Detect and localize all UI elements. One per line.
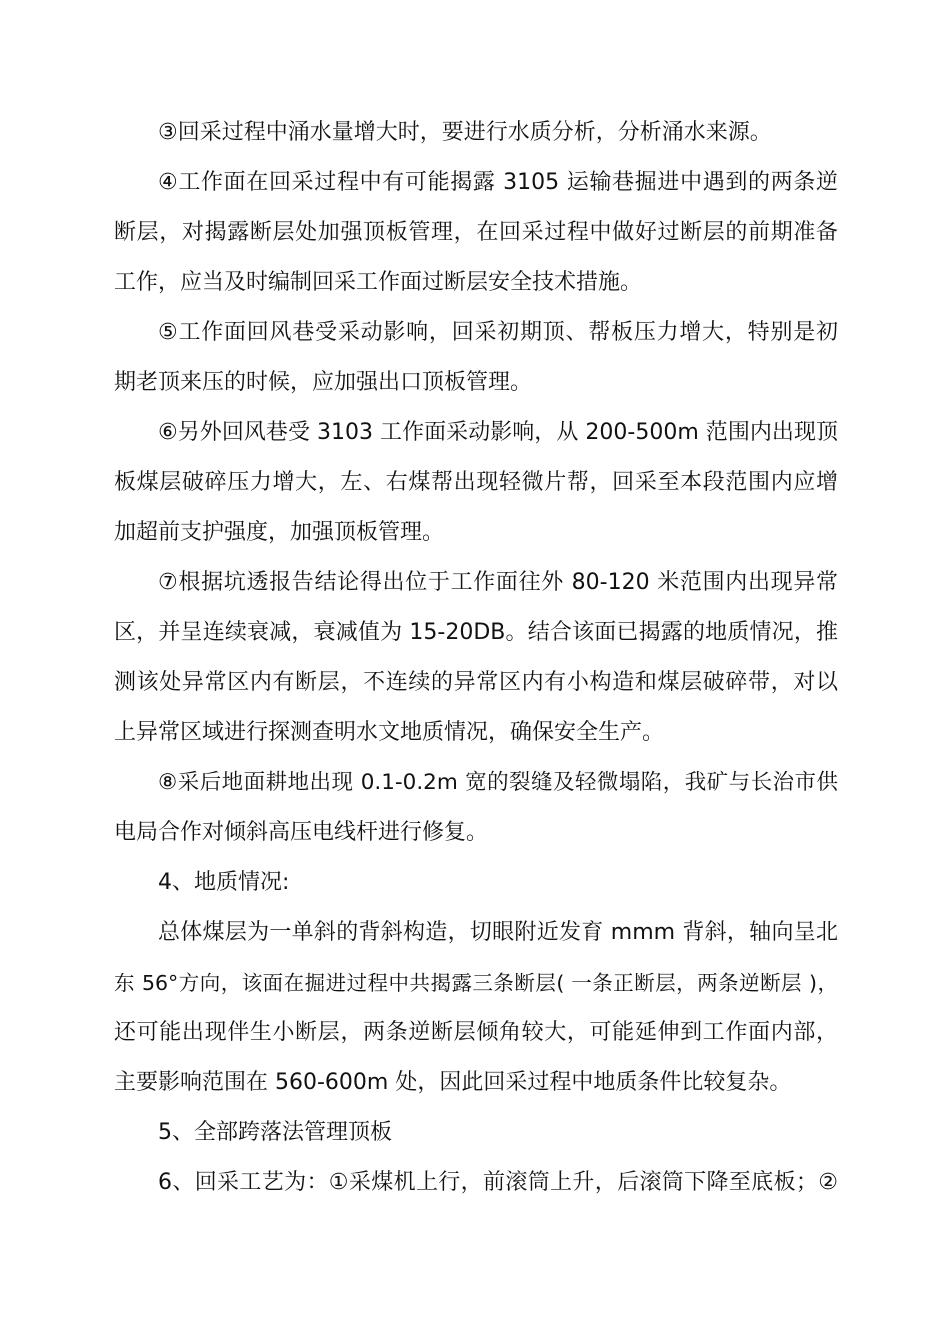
paragraph-line: ⑤工作面回风巷受采动影响，回采初期顶、帮板压力增大，特别是初 [158, 320, 838, 345]
paragraph-line: ③回采过程中涌水量增大时，要进行水质分析，分析涌水来源。 [158, 120, 772, 145]
paragraph-line: 还可能出现伴生小断层，两条逆断层倾角较大，可能延伸到工作面内部， [114, 1020, 838, 1045]
paragraph-line: ⑧采后地面耕地出现 0.1-0.2m 宽的裂缝及轻微塌陷，我矿与长治市供 [158, 770, 838, 795]
paragraph-line: 电局合作对倾斜高压电线杆进行修复。 [114, 820, 489, 845]
paragraph-line: 东 56°方向，该面在掘进过程中共揭露三条断层( 一条正断层，两条逆断层 )， [114, 971, 838, 995]
paragraph-line: 加超前支护强度，加强顶板管理。 [114, 520, 445, 545]
paragraph-line: ⑦根据坑透报告结论得出位于工作面往外 80-120 米范围内出现异常 [158, 570, 838, 595]
paragraph-line: 板煤层破碎压力增大，左、右煤帮出现轻微片帮，回采至本段范围内应增 [114, 470, 838, 495]
paragraph-line: 断层，对揭露断层处加强顶板管理，在回采过程中做好过断层的前期准备 [114, 220, 838, 245]
paragraph-line: ④工作面在回采过程中有可能揭露 3105 运输巷掘进中遇到的两条逆 [158, 170, 838, 195]
paragraph-line: 期老顶来压的时候，应加强出口顶板管理。 [114, 370, 533, 395]
paragraph-line: 测该处异常区内有断层，不连续的异常区内有小构造和煤层破碎带，对以 [114, 670, 838, 695]
paragraph-line: ⑥另外回风巷受 3103 工作面采动影响，从 200-500m 范围内出现顶 [158, 420, 838, 445]
paragraph-line: 区，并呈连续衰减，衰减值为 15-20DB。结合该面已揭露的地质情况，推 [114, 620, 838, 645]
section-heading: 6、回采工艺为：①采煤机上行，前滚筒上升，后滚筒下降至底板；② [158, 1170, 838, 1195]
section-heading: 4、地质情况: [158, 870, 290, 895]
paragraph-line: 主要影响范围在 560-600m 处，因此回采过程中地质条件比较复杂。 [114, 1070, 792, 1095]
paragraph-line: 工作，应当及时编制回采工作面过断层安全技术措施。 [114, 270, 643, 295]
section-heading: 5、全部跨落法管理顶板 [158, 1120, 392, 1145]
paragraph-line: 上异常区域进行探测查明水文地质情况，确保安全生产。 [114, 720, 665, 745]
paragraph-line: 总体煤层为一单斜的背斜构造，切眼附近发育 mmm 背斜，轴向呈北 [158, 920, 838, 945]
